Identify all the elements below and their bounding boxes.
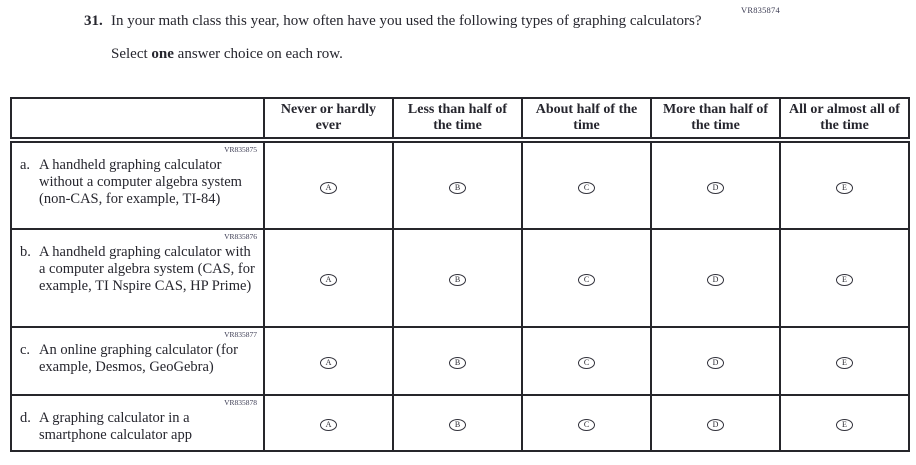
row-d-label-cell	[11, 395, 264, 451]
row-a-cell-never	[264, 140, 393, 229]
row-a-label-cell	[11, 140, 264, 229]
row-b-text: A handheld graphing calculator with a computer algebra system (CAS, for example, TI Nspire CAS, HP Prime)	[39, 244, 255, 295]
table-row-a	[11, 140, 909, 229]
header-about-half: About half of the time	[522, 98, 651, 140]
row-c-code: VR835877	[224, 330, 257, 340]
row-c-cell-never	[264, 327, 393, 395]
row-c-cell-less	[393, 327, 522, 395]
header-never: Never or hardly ever	[264, 98, 393, 140]
row-a-letter: a.	[20, 157, 31, 174]
row-b-cell-never	[264, 229, 393, 327]
instruction-text	[111, 46, 724, 63]
row-b-code: VR835876	[224, 232, 257, 242]
header-less-than-half: Less than half of the time	[393, 98, 522, 140]
header-more-than-half: More than half of the time	[651, 98, 780, 140]
instruction-prefix: Select	[111, 45, 152, 62]
row-a-bubble-d[interactable]: D	[707, 182, 724, 194]
row-b-cell-more	[651, 229, 780, 327]
row-c-bubble-b[interactable]: B	[449, 357, 466, 369]
row-a-bubble-a[interactable]: A	[320, 182, 337, 194]
row-d-code: VR835878	[224, 398, 257, 408]
instruction-bold-word: one	[151, 45, 174, 62]
header-empty-cell	[11, 98, 264, 140]
row-b-label-cell	[11, 229, 264, 327]
row-b-bubble-a[interactable]: A	[320, 274, 337, 286]
row-b-cell-about	[522, 229, 651, 327]
row-a-cell-all	[780, 140, 909, 229]
form-code: VR835874	[741, 5, 780, 15]
row-d-bubble-c[interactable]: C	[578, 419, 595, 431]
row-c-cell-all	[780, 327, 909, 395]
table-row-d	[11, 395, 909, 451]
row-c-bubble-e[interactable]: E	[836, 357, 853, 369]
row-a-text: A handheld graphing calculator without a computer algebra system (non-CAS, for example, TI-84)	[39, 157, 242, 208]
row-d-bubble-b[interactable]: B	[449, 419, 466, 431]
row-c-bubble-c[interactable]: C	[578, 357, 595, 369]
row-d-bubble-d[interactable]: D	[707, 419, 724, 431]
survey-table	[10, 97, 910, 452]
question-block	[84, 12, 724, 63]
row-a-code: VR835875	[224, 145, 257, 155]
row-c-label-cell	[11, 327, 264, 395]
table-row-b	[11, 229, 909, 327]
row-d-bubble-a[interactable]: A	[320, 419, 337, 431]
row-a-bubble-c[interactable]: C	[578, 182, 595, 194]
row-d-cell-never	[264, 395, 393, 451]
row-d-letter: d.	[20, 410, 31, 427]
row-d-text: A graphing calculator in a smartphone calculator app	[39, 410, 192, 444]
row-b-bubble-c[interactable]: C	[578, 274, 595, 286]
row-c-cell-about	[522, 327, 651, 395]
row-a-cell-about	[522, 140, 651, 229]
row-c-text: An online graphing calculator (for example, Desmos, GeoGebra)	[39, 342, 238, 376]
row-b-cell-less	[393, 229, 522, 327]
row-d-cell-less	[393, 395, 522, 451]
row-b-bubble-b[interactable]: B	[449, 274, 466, 286]
row-d-cell-more	[651, 395, 780, 451]
row-b-cell-all	[780, 229, 909, 327]
row-a-cell-more	[651, 140, 780, 229]
instruction-suffix: answer choice on each row.	[173, 45, 343, 62]
row-a-bubble-e[interactable]: E	[836, 182, 853, 194]
row-d-bubble-e[interactable]: E	[836, 419, 853, 431]
table-row-c	[11, 327, 909, 395]
row-c-cell-more	[651, 327, 780, 395]
row-b-bubble-e[interactable]: E	[836, 274, 853, 286]
row-d-cell-all	[780, 395, 909, 451]
row-c-bubble-d[interactable]: D	[707, 357, 724, 369]
row-c-letter: c.	[20, 342, 31, 359]
header-row	[11, 98, 909, 140]
row-d-cell-about	[522, 395, 651, 451]
row-c-bubble-a[interactable]: A	[320, 357, 337, 369]
row-a-bubble-b[interactable]: B	[449, 182, 466, 194]
header-all: All or almost all of the time	[780, 98, 909, 140]
row-b-bubble-d[interactable]: D	[707, 274, 724, 286]
question-number: 31.	[84, 13, 103, 29]
row-a-cell-less	[393, 140, 522, 229]
question-text: In your math class this year, how often have you used the following types of graphing calculators?	[111, 13, 702, 29]
row-b-letter: b.	[20, 244, 31, 261]
